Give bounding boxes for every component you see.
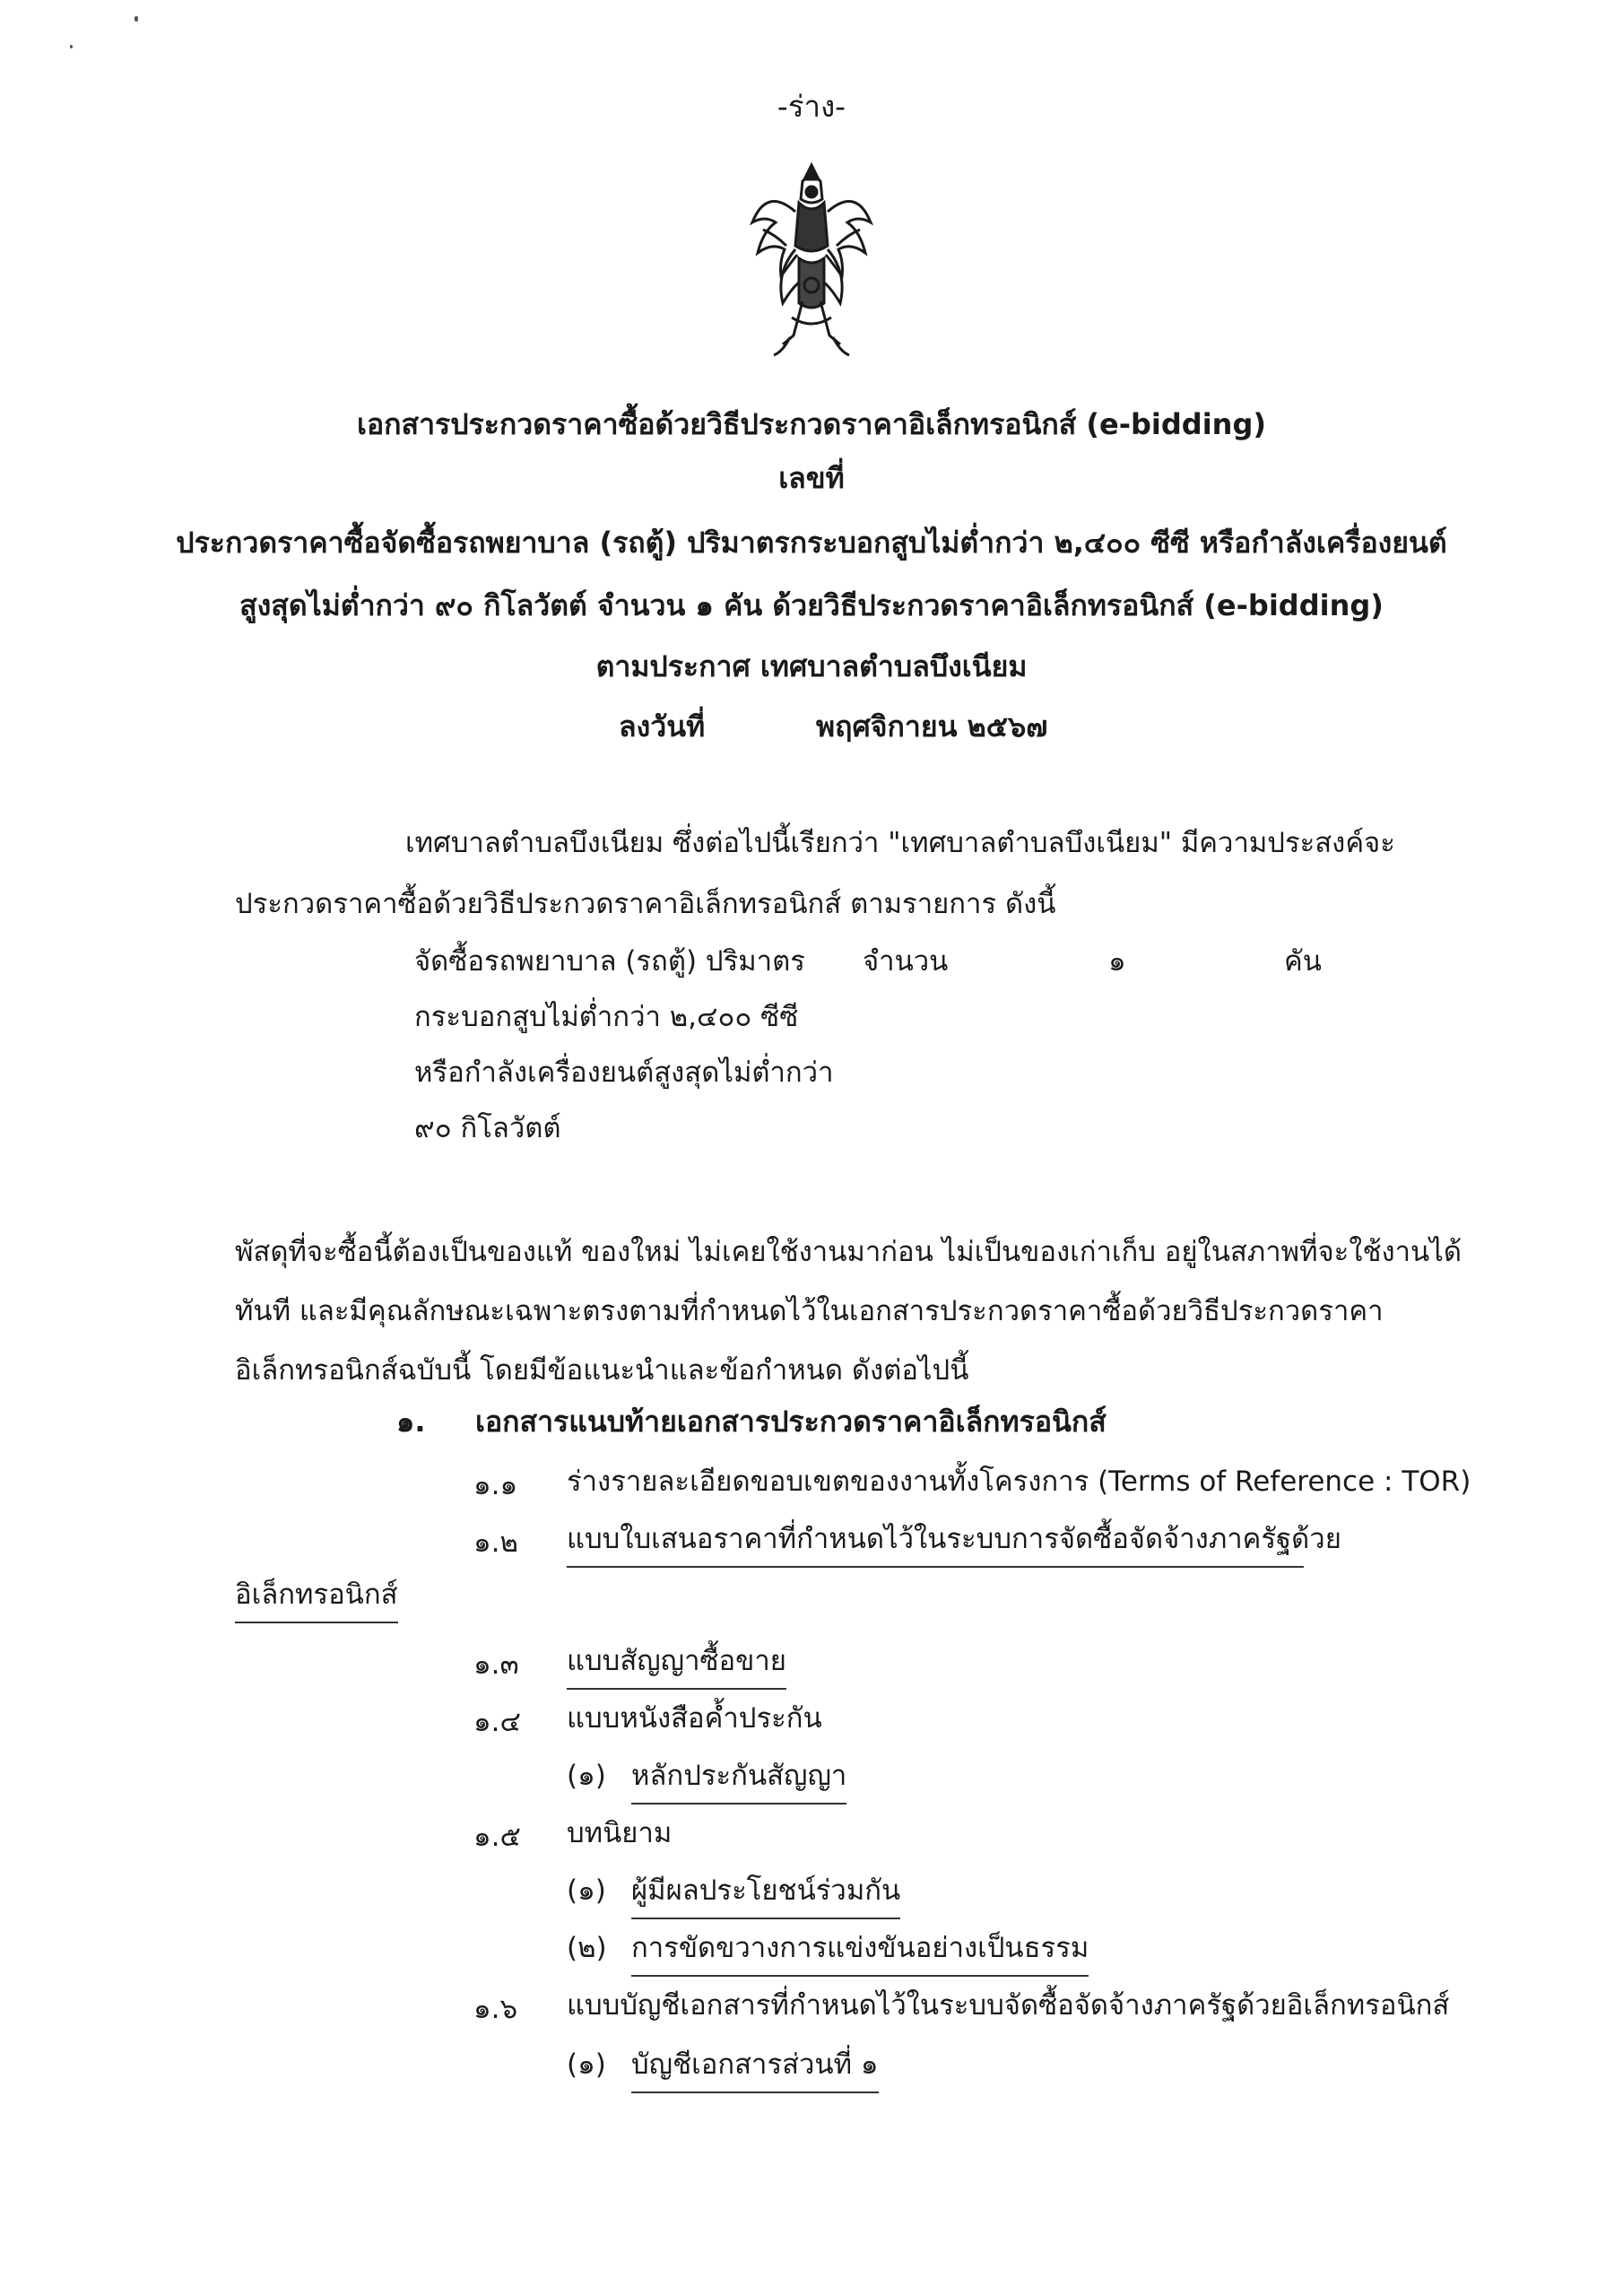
- item-quantity-label: จำนวน: [863, 945, 949, 978]
- intro-line-2: ประกวดราคาซื้อด้วยวิธีประกวดราคาอิเล็กทรอนิกส์ ตามรายการ ดังนี้: [235, 888, 1056, 920]
- clause-1-2-text: แบบใบเสนอราคาที่กำหนดไว้ในระบบการจัดซื้อจัดจ้างภาครัฐด้วย: [567, 1516, 1304, 1568]
- subject-line-1: ประกวดราคาซื้อจัดซื้อรถพยาบาล (รถตู้) ปริมาตรกระบอกสูบไม่ต่ำกว่า ๒,๔๐๐ ซีซี หรือกำลังเครื่องยนต์: [176, 526, 1447, 560]
- clause-1-4-number: ๑.๔: [473, 1706, 521, 1738]
- clause-1-6-text: แบบบัญชีเอกสารที่กำหนดไว้ในระบบจัดซื้อจัดจ้างภาครัฐด้วยอิเล็กทรอนิกส์: [567, 1989, 1450, 2022]
- clause-1-1-text: ร่างรายละเอียดขอบเขตของงานทั้งโครงการ (Terms of Reference : TOR): [567, 1465, 1471, 1498]
- clause-1-2-number: ๑.๒: [473, 1526, 518, 1559]
- item-quantity-value: ๑: [1108, 945, 1126, 978]
- clause-1-6-sub-1-number: (๑): [567, 2048, 606, 2081]
- announcement-line: ตามประกาศ เทศบาลตำบลบึงเนียม: [595, 649, 1028, 683]
- clause-1-4-text: แบบหนังสือค้ำประกัน: [567, 1702, 822, 1735]
- section-1-title: เอกสารแนบท้ายเอกสารประกวดราคาอิเล็กทรอนิกส์: [475, 1405, 1107, 1439]
- document-number-label: เลขที่: [778, 461, 845, 495]
- subject-line-2: สูงสุดไม่ต่ำกว่า ๙๐ กิโลวัตต์ จำนวน ๑ คัน ด้วยวิธีประกวดราคาอิเล็กทรอนิกส์ (e-bidding): [239, 588, 1384, 622]
- clause-1-4-sub-1-number: (๑): [567, 1760, 606, 1792]
- clause-1-5-sub-1-number: (๑): [567, 1874, 606, 1907]
- draft-mark: -ร่าง-: [777, 89, 846, 124]
- scan-speck: [135, 16, 138, 22]
- condition-line-3: อิเล็กทรอนิกส์ฉบับนี้ โดยมีข้อแนะนำและข้อกำหนด ดังต่อไปนี้: [235, 1354, 969, 1387]
- garuda-emblem-icon: [740, 160, 883, 361]
- clause-1-1-number: ๑.๑: [473, 1469, 518, 1501]
- clause-1-4-sub-1-text: หลักประกันสัญญา: [631, 1752, 846, 1805]
- condition-line-1: พัสดุที่จะซื้อนี้ต้องเป็นของแท้ ของใหม่ ไม่เคยใช้งานมาก่อน ไม่เป็นของเก่าเก็บ อยู่ในสภาพที่จะใช้งานได้: [235, 1236, 1462, 1268]
- date-value: พฤศจิกายน ๒๕๖๗: [816, 709, 1048, 744]
- clause-1-6-number: ๑.๖: [473, 1993, 518, 2025]
- clause-1-5-text: บทนิยาม: [567, 1817, 673, 1849]
- item-description-line: จัดซื้อรถพยาบาล (รถตู้) ปริมาตร: [414, 945, 805, 978]
- item-unit: คัน: [1284, 945, 1322, 978]
- clause-1-5-sub-1-text: ผู้มีผลประโยชน์ร่วมกัน: [631, 1867, 900, 1919]
- clause-1-2-continuation: อิเล็กทรอนิกส์: [235, 1571, 398, 1623]
- section-1-number: ๑.: [396, 1405, 426, 1439]
- clause-1-5-sub-2-text: การขัดขวางการแข่งขันอย่างเป็นธรรม: [631, 1925, 1089, 1977]
- condition-line-2: ทันที และมีคุณลักษณะเฉพาะตรงตามที่กำหนดไว้ในเอกสารประกวดราคาซื้อด้วยวิธีประกวดราคา: [235, 1295, 1384, 1327]
- clause-1-6-sub-1-text: บัญชีเอกสารส่วนที่ ๑: [631, 2041, 879, 2093]
- clause-1-5-sub-2-number: (๒): [567, 1932, 607, 1964]
- item-description-line: ๙๐ กิโลวัตต์: [414, 1112, 561, 1144]
- date-label: ลงวันที่: [619, 709, 706, 744]
- document-title: เอกสารประกวดราคาซื้อด้วยวิธีประกวดราคาอิเล็กทรอนิกส์ (e-bidding): [357, 407, 1266, 441]
- item-description-line: กระบอกสูบไม่ต่ำกว่า ๒,๔๐๐ ซีซี: [414, 1001, 799, 1033]
- scan-speck: [70, 45, 73, 48]
- item-description-line: หรือกำลังเครื่องยนต์สูงสุดไม่ต่ำกว่า: [414, 1057, 834, 1089]
- intro-line-1: เทศบาลตำบลบึงเนียม ซึ่งต่อไปนี้เรียกว่า "เทศบาลตำบลบึงเนียม" มีความประสงค์จะ: [405, 827, 1395, 859]
- clause-1-3-number: ๑.๓: [473, 1648, 519, 1681]
- clause-1-3-text: แบบสัญญาซื้อขาย: [567, 1638, 786, 1690]
- clause-1-5-number: ๑.๕: [473, 1821, 521, 1853]
